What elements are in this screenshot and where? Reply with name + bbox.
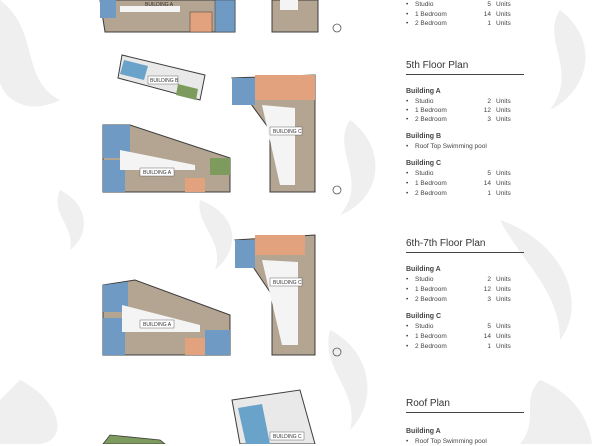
building-heading: Building C [406,160,441,167]
list-item: • Studio 2 Units [406,98,511,105]
list-item: • Studio 5 Units [406,170,511,177]
6th-7th-floor-building-a [103,280,230,355]
list-item: • 1 Bedroom 14 Units [406,333,511,340]
building-heading: Building A [406,428,441,435]
roof-plan [103,390,315,444]
5th-floor-building-b [118,55,205,100]
floor-plan-info-panel [404,0,592,444]
top-floor-plan-building-c [272,0,318,32]
building-heading: Building B [406,133,441,140]
plan-label-building-a-5th: BUILDING A [143,170,172,176]
plan-label-building-a-6th: BUILDING A [143,322,172,328]
plan-label-building-c-5th: BUILDING C [273,129,302,135]
section-title-6th-7th-floor: 6th-7th Floor Plan [406,238,524,253]
building-heading: Building C [406,313,441,320]
section-title-roof: Roof Plan [406,398,524,413]
list-item: • Studio 5 Units [406,323,511,330]
north-arrow-icon [333,348,341,356]
list-item: • Studio 2 Units [406,276,511,283]
list-item: • 2 Bedroom 3 Units [406,116,511,123]
5th-floor-building-a [103,125,230,192]
list-item: • 1 Bedroom 12 Units [406,286,511,293]
list-item: • 1 Bedroom 14 Units [406,180,511,187]
6th-7th-floor-building-c [235,235,315,355]
list-item: • 2 Bedroom 1 Units [406,343,511,350]
top-floor-plan-building-a [100,0,235,32]
list-item: • 1 Bedroom 14 Units [406,11,511,18]
list-item: • Roof Top Swimming pool [406,438,487,445]
list-item: • 2 Bedroom 1 Units [406,190,511,197]
plan-label-building-c-6th: BUILDING C [273,280,302,286]
building-heading: Building A [406,266,441,273]
north-arrow-icon [333,24,341,32]
list-item: • 1 Bedroom 12 Units [406,107,511,114]
north-arrow-icon [333,186,341,194]
section-title-5th-floor: 5th Floor Plan [406,60,524,75]
plan-label-building-a: BUILDING A [145,2,174,8]
list-item: • 2 Bedroom 1 Units [406,20,511,27]
list-item: • 2 Bedroom 3 Units [406,296,511,303]
list-item: • Roof Top Swimming pool [406,143,487,150]
5th-floor-building-c [232,75,315,192]
plan-label-building-c-roof: BUILDING C [273,434,302,440]
plan-label-building-b: BUILDING B [150,78,179,84]
building-heading: Building A [406,88,441,95]
list-item: • Studio 5 Units [406,1,511,8]
